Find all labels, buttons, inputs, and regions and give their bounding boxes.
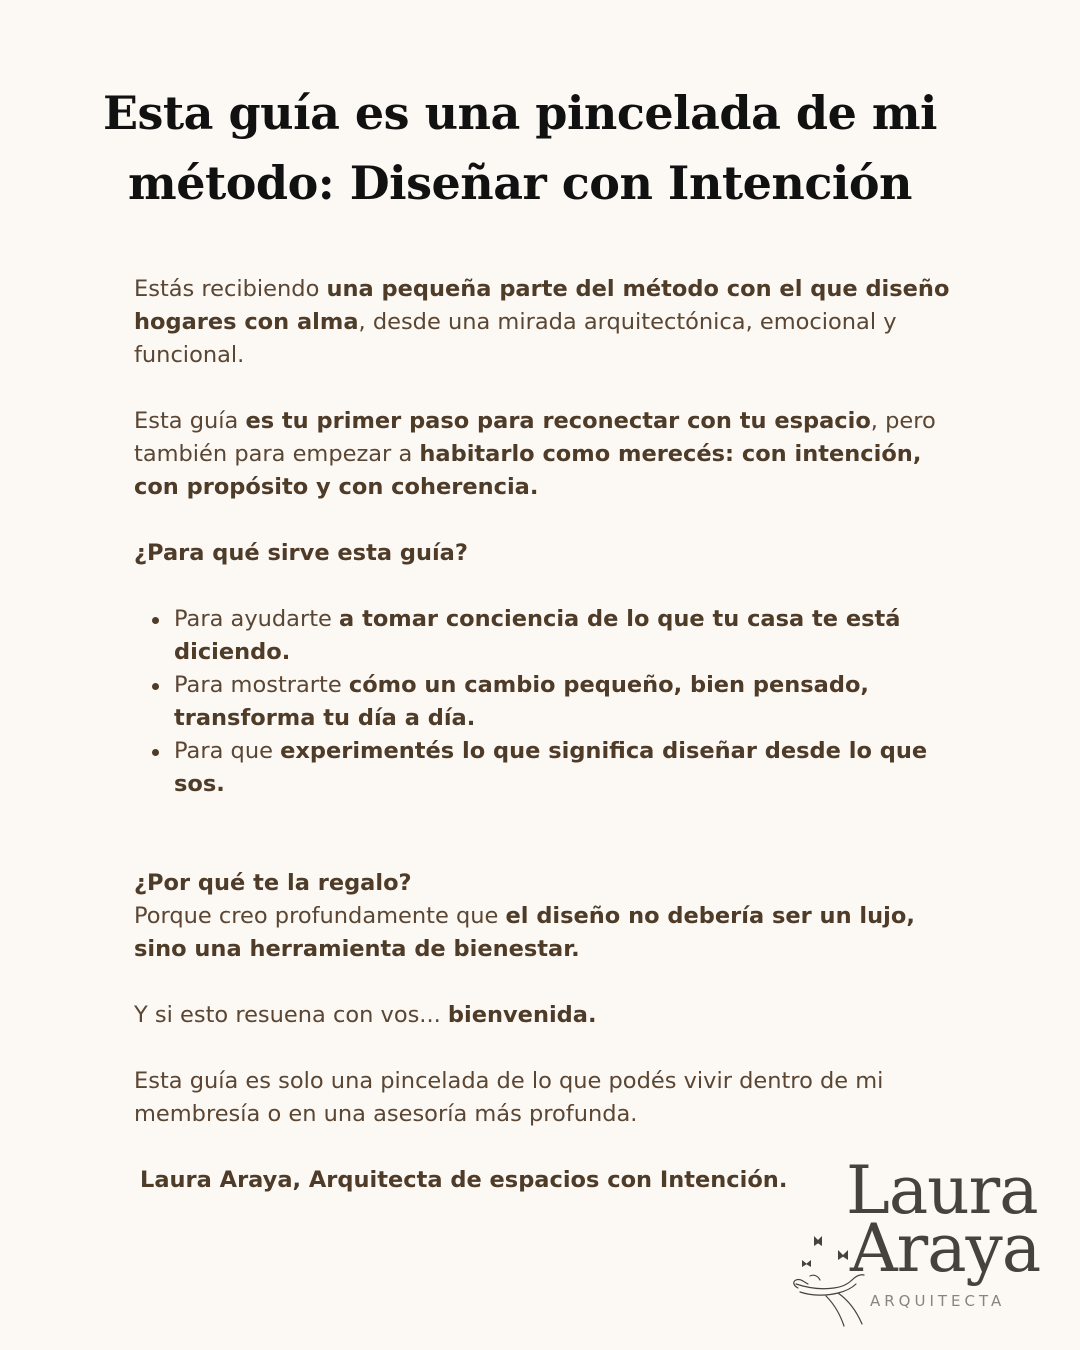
- signature: Laura Araya, Arquitecta de espacios con Intención.: [140, 1167, 788, 1193]
- gift-paragraph: Porque creo profundamente que el diseño no debería ser un lujo, sino una herramienta de bienestar.: [134, 903, 915, 962]
- list-item: Para que experimentés lo que significa diseñar desde lo que sos.: [174, 735, 964, 801]
- intro-paragraph: Estás recibiendo una pequeña parte del método con el que diseño hogares con alma, desde una mirada arquitectónica, emocional y funcional.: [134, 276, 950, 368]
- logo-subtitle: ARQUITECTA: [870, 1292, 1006, 1310]
- welcome-paragraph: Y si esto resuena con vos... bienvenida.: [134, 1002, 597, 1028]
- purpose-list: [134, 603, 964, 801]
- membership-paragraph: Esta guía es solo una pincelada de lo que podés vivir dentro de mi membresía o en una asesoría más profunda.: [134, 1068, 884, 1127]
- logo-last-name: Araya: [850, 1210, 1041, 1287]
- logo-first-name: Laura: [846, 1152, 1038, 1229]
- first-step-paragraph: Esta guía es tu primer paso para reconectar con tu espacio, pero también para empezar a habitarlo como merecés: con intención, con propósito y con coherencia.: [134, 408, 936, 500]
- body-content: [134, 273, 964, 1197]
- list-item: Para ayudarte a tomar conciencia de lo que tu casa te está diciendo.: [174, 603, 964, 669]
- list-item: Para mostrarte cómo un cambio pequeño, bien pensado, transforma tu día a día.: [174, 669, 964, 735]
- page-title: Esta guía es una pincelada de mi método: Diseñar con Intención: [102, 86, 938, 210]
- question-gift: ¿Por qué te la regalo?: [134, 870, 412, 896]
- question-purpose: ¿Para qué sirve esta guía?: [134, 540, 468, 566]
- brand-logo: [790, 1150, 1050, 1330]
